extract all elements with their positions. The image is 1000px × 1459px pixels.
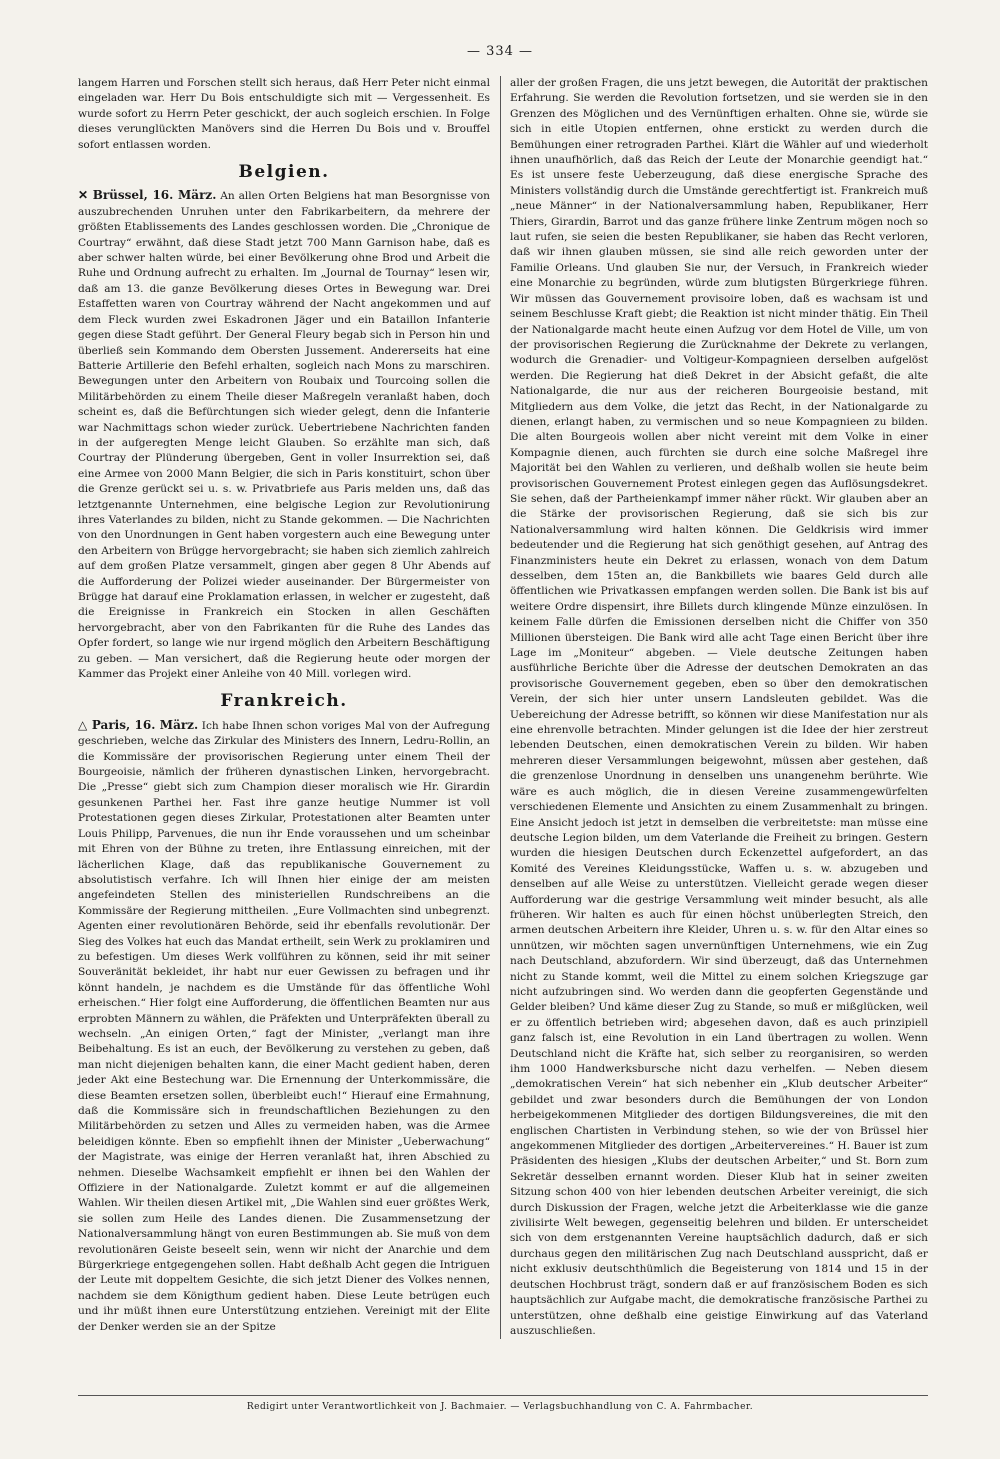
dateline-paris: △ Paris, 16. März. <box>78 717 199 732</box>
footer-divider <box>78 1395 928 1396</box>
article-frankreich-continued: aller der großen Fragen, die uns jetzt bewegen, die Autorität der praktischen Erfahrung. Sie werden die Revolution fortsetzen, und sie werden sie in den Grenzen des Möglichen und des Vernünftigen erhalten. Ohne sie, würde sie sich in eitle Utopien entfernen, ohne erstickt zu werden durch die Bemühungen einer retrograden Parthei. Klärt die Wähler auf und wiederholt ihnen unaufhörlich, daß das Reich der Leute der Monarchie geendigt hat.“ Es ist unsere feste Ueberzeugung, daß diese energische Sprache des Ministers vollständig durch die Umstände gerechtfertigt ist. Frankreich muß „neue Männer“ in der Nationalversammlung haben, Republikaner, Herr Thiers, Girardin, Barrot und das ganze frühere linke Zentrum mögen noch so laut rufen, sie seien die besten Republikaner, sie haben das Recht verloren, daß wir ihnen glauben müssen, sie sind alle reich geworden unter der Familie Orleans. Und glauben Sie nur, der Versuch, in Frankreich wieder eine Monarchie zu begründen, würde zum blutigsten Bürgerkriege führen. Wir müssen das Gouvernement provisoire loben, daß es wachsam ist und seinem Beschlusse Kraft giebt; die Reaktion ist nicht minder thätig. Ein Theil der Nationalgarde macht heute einen Aufzug vor dem Hotel de Ville, um von der provisorischen Regierung die Zurücknahme der Dekrete zu verlangen, wodurch die Grenadier- und Voltigeur-Kompagnieen derselben aufgelöst werden. Die Regierung hat dieß Dekret in der Absicht gefaßt, die alte Nationalgarde, die nur aus der reicheren Bourgeoisie bestand, mit Mitgliedern aus dem Volke, die jetzt das Recht, in der Nationalgarde zu dienen, erlangt haben, zu vermischen und so neue Kompagnieen zu bilden. Die alten Bourgeois wollen aber nicht vereint mit dem Volke in einer Kompagnie dienen, auch fürchten sie durch eine solche Maßregel ihre Majorität bei den Wahlen zu verlieren, und deßhalb wollen sie heute beim provisorischen Gouvernement Protest einlegen gegen das Auflösungsdekret. Sie sehen, daß der Partheienkampf immer näher rückt. Wir glauben aber an die Stärke der provisorischen Regierung, daß sie sich bis zur Nationalversammlung wird halten können. Die Geldkrisis wird immer bedeutender und die Regierung hat sich genöthigt gesehen, auf Antrag des Finanzministers heute ein Dekret zu erlassen, wonach von dem Datum desselben, dem 15ten an, die Bankbillets wie baares Geld durch alle öffentlichen wie Privatkassen empfangen werden sollen. Die Bank ist bis auf weitere Ordre dispensirt, ihre Billets durch klingende Münze einzulösen. In keinem Falle dürfen die Emissionen derselben nicht die Chiffer von 350 Millionen übersteigen. Die Bank wird alle acht Tage einen Bericht über ihre Lage im „Moniteur“ abgeben. — Viele deutsche Zeitungen haben ausführliche Berichte über die Adresse der deutschen Demokraten an das provisorische Gouvernement gegeben, eben so über den demokratischen Verein, der sich hier unter unsern Landsleuten gebildet. Was die Uebereichung der Adresse betrifft, so können wir diese Manifestation nur als eine ehrenvolle betrachten. Minder gelungen ist die Idee der hier zerstreut lebenden Deutschen, einen demokratischen Verein zu bilden. Wir haben mehreren dieser Versammlungen beigewohnt, müssen aber gestehen, daß die grenzenlose Unordnung in denselben uns unangenehm berührte. Wie wäre es auch möglich, die in diesen Vereine zusammengewürfelten verschiedenen Elemente und Ansichten zu einem Zusammenhalt zu bringen. Eine Ansicht jedoch ist jetzt in demselben die verbreitetste: man müsse eine deutsche Legion bilden, um dem Vaterlande die Freiheit zu bringen. Gestern wurden die hiesigen Deutschen durch Eckenzettel aufgefordert, an das Komité des Vereines Kleidungsstücke, Waffen u. s. w. abzugeben und denselben auf alle Weise zu unterstützen. Vielleicht gerade wegen dieser Aufforderung war die gestrige Versammlung weit minder besucht, als alle früheren. Wir halten es auch für einen höchst unüberlegten Streich, den armen deutschen Arbeitern ihre Kleider, Uhren u. s. w. für den Altar eines so unnützen, wir möchten sagen unvernünftigen Unternehmens, wie ein Zug nach Deutschland, abzufordern. Wir sind überzeugt, daß das Unternehmen nicht zu Stande kommt, weil die Mittel zu einem solchen Kriegszuge gar nicht aufzubringen sind. Wo werden dann die geopferten Gegenstände und Gelder bleiben? Und käme dieser Zug zu Stande, so muß er mißglücken, weil er zu öffentlich betrieben wird; abgesehen davon, daß es auch prinzipiell ganz falsch ist, eine Revolution in ein Land übertragen zu wollen. Wenn Deutschland nicht die Kräfte hat, sich selber zu reorganisiren, so werden ihm 1000 Handwerksbursche nicht dazu verhelfen. — Neben diesem „demokratischen Verein“ hat sich nebenher ein „Klub deutscher Arbeiter“ gebildet und zwar besonders durch die Bemühungen der von London herbeigekommenen Mitglieder des dortigen Bildungsvereines, die mit den englischen Chartisten in Verbindung stehen, so wie der von Brüssel hier angekommenen Mitglieder des dortigen „Arbeitervereines.“ H. Bauer ist zum Präsidenten des hiesigen „Klubs der deutschen Arbeiter,“ und St. Born zum Sekretär desselben ernannt worden. Dieser Klub hat in seiner zweiten Sitzung schon 400 von hier lebenden deutschen Arbeiter vereinigt, die sich durch Diskussion der Fragen, welche jetzt die Arbeiterklasse wie die ganze zivilisirte Welt bewegen, gegenseitig belehren und bilden. Er unterscheidet sich von dem erstgenannten Vereine hauptsächlich dadurch, daß er sich durchaus gegen den militärischen Zug nach Deutschland ausspricht, daß er nicht exklusiv deutschthümlich die Begeisterung von 1814 und 15 in der deutschen Hochbrust trägt, sondern daß er auf französischem Boden es sich hauptsächlich zur Aufgabe macht, die demokratische französische Parthei zu unterstützen, ohne deßhalb eine geistige Einwirkung auf das Vaterland auszuschließen. <box>510 77 928 1337</box>
dateline-bruessel: ✕ Brüssel, 16. März. <box>78 188 217 203</box>
left-column <box>78 76 490 1335</box>
right-column <box>510 76 928 1339</box>
article-belgien-body: An allen Orten Belgiens hat man Besorgnisse von auszubrechenden Unruhen unter den Fabrikarbeitern, da mehrere der größten Etablissements des Landes geschlossen worden. Die „Chronique de Courtray“ erwähnt, daß diese Stadt jetzt 700 Mann Garnison habe, daß es aber schwer halten würde, bei einer Bevölkerung ohne Brod und Arbeit die Ruhe und Ordnung aufrecht zu erhalten. Im „Journal de Tournay“ lesen wir, daß am 13. die ganze Bevölkerung dieses Ortes in Bewegung war. Drei Estaffetten waren von Courtray während der Nacht angekommen und auf dem Fleck wurden zwei Eskadronen Jäger und ein Bataillon Infanterie gegen diese Stadt geführt. Der General Fleury begab sich in Person hin und überließ sein Kommando dem Obersten Jussement. Andererseits hat eine Batterie Artillerie den Befehl erhalten, sogleich nach Mons zu marschiren. Bewegungen unter den Arbeitern von Roubaix und Tourcoing sollen die Militärbehörden zu einem Theile dieser Maßregeln veranlaßt haben, doch scheint es, daß die Befürchtungen sich wieder gelegt, denn die Infanterie war Nachmittags schon wieder zurück. Uebertriebene Nachrichten fanden in der aufgeregten Menge leicht Glauben. So erzählte man sich, daß Courtray der Plünderung übergeben, Gent in voller Insurrektion sei, daß eine Armee von 2000 Mann Belgier, die sich in Paris konstituirt, schon über die Grenze gerückt sei u. s. w. Privatbriefe aus Paris melden uns, daß das letztgenannte Unternehmen, eine belgische Legion zur Revolutionirung ihres Vaterlandes zu bilden, nicht zu Stande gekommen. — Die Nachrichten von den Unordnungen in Gent haben vorgestern auch eine Bewegung unter den Arbeitern von Brügge hervorgebracht; sie haben sich ziemlich zahlreich auf dem großen Platze versammelt, gingen aber gegen 8 Uhr Abends auf die Aufforderung der Polizei wieder auseinander. Der Bürgermeister von Brügge hat darauf eine Proklamation erlassen, in welcher er zugesteht, daß die Ereignisse in Frankreich ein Stocken in allen Geschäften hervorgebracht, aber von den Fabrikanten für die Ruhe des Landes das Opfer fordert, so lange wie nur irgend möglich den Arbeitern Beschäftigung zu geben. — Man versichert, daß die Regierung heute oder morgen der Kammer das Projekt einer Anleihe von 40 Mill. vorlegen wird. <box>78 190 490 681</box>
column-divider <box>500 76 501 1339</box>
page-number: — 334 — <box>466 44 534 59</box>
article-belgien <box>78 188 490 682</box>
section-heading-frankreich: Frankreich. <box>220 691 348 712</box>
article-frankreich <box>78 718 490 1335</box>
intro-paragraph: langem Harren und Forschen stellt sich heraus, daß Herr Peter nicht einmal eingeladen war. Herr Du Bois entschuldigte sich mit — Vergessenheit. Es wurde sofort zu Herrn Peter geschickt, der auch sogleich erschien. In Folge dieses verunglückten Manövers sind die Herren Du Bois und v. Brouffel sofort entlassen worden. <box>78 77 490 151</box>
imprint-footer: Redigirt unter Verantwortlichkeit von J. Bachmaier. — Verlagsbuchhandlung von C. A. Fahrmbacher. <box>246 1402 754 1412</box>
article-frankreich-body: Ich habe Ihnen schon voriges Mal von der Aufregung geschrieben, welche das Zirkular des Ministers des Innern, Ledru-Rollin, an die Kommissäre der provisorischen Regierung unter einem Theil der Bourgeoisie, nämlich der früheren dynastischen Linken, hervorgebracht. Die „Presse“ giebt sich zum Champion dieser moralisch wie Hr. Girardin gesunkenen Parthei her. Fast ihre ganze heutige Nummer ist voll Protestationen gegen dieses Zirkular, Protestationen alter Beamten unter Louis Philipp, Parvenues, die nun ihr Ende voraussehen und um scheinbar mit Ehren von der Bühne zu treten, ihre Entlassung einreichen, mit der lächerlichen Klage, daß das republikanische Gouvernement zu absolutistisch verfahre. Ich will Ihnen hier einige der am meisten angefeindeten Stellen des ministeriellen Rundschreibens an die Kommissäre der Regierung mittheilen. „Eure Vollmachten sind unbegrenzt. Agenten einer revolutionären Behörde, seid ihr ebenfalls revolutionär. Der Sieg des Volkes hat euch das Mandat ertheilt, sein Werk zu proklamiren und zu befestigen. Um dieses Werk vollführen zu können, seid ihr mit seiner Souveränität bekleidet, ihr habt nur euer Gewissen zu befragen und ihr könnt handeln, je nachdem es die Umstände für das öffentliche Wohl erheischen.“ Hier folgt eine Aufforderung, die öffentlichen Beamten nur aus erprobten Männern zu wählen, die Präfekten und Unterpräfekten überall zu wechseln. „An einigen Orten,“ fagt der Minister, „verlangt man ihre Beibehaltung. Es ist an euch, der Bevölkerung zu verstehen zu geben, daß man nicht diejenigen behalten kann, die einer Macht gedient haben, deren jeder Akt eine Bestechung war. Die Ernennung der Unterkommissäre, die diese Beamten ersetzen sollen, überbleibt euch!“ Hierauf eine Ermahnung, daß die Kommissäre sich in freundschaftlichen Beziehungen zu den Militärbehörden zu setzen und Alles zu vermeiden haben, was die Armee beleidigen könnte. Eben so empfiehlt ihnen der Minister „Ueberwachung“ der Magistrate, was einige der Herren veranlaßt hat, ihren Abschied zu nehmen. Dieselbe Wachsamkeit empfiehlt er ihnen bei den Wahlen der Offiziere in der Nationalgarde. Zuletzt kommt er auf die allgemeinen Wahlen. Wir theilen diesen Artikel mit, „Die Wahlen sind euer größtes Werk, sie sollen zum Heile des Landes dienen. Die Zusammensetzung der Nationalversammlung hängt von euren Bestimmungen ab. Sie muß von dem revolutionären Geiste beseelt sein, wenn wir nicht der Anarchie und dem Bürgerkriege entgegengehen sollen. Habt deßhalb Acht gegen die Intriguen der Leute mit doppeltem Gesichte, die sich jetzt Diener des Volkes nennen, nachdem sie dem Königthum gedient haben. Diese Leute betrügen euch und ihr müßt ihnen eure Unterstützung entziehen. Vereinigt mit der Elite der Denker werden sie an der Spitze <box>78 719 490 1333</box>
section-heading-belgien: Belgien. <box>238 162 330 183</box>
